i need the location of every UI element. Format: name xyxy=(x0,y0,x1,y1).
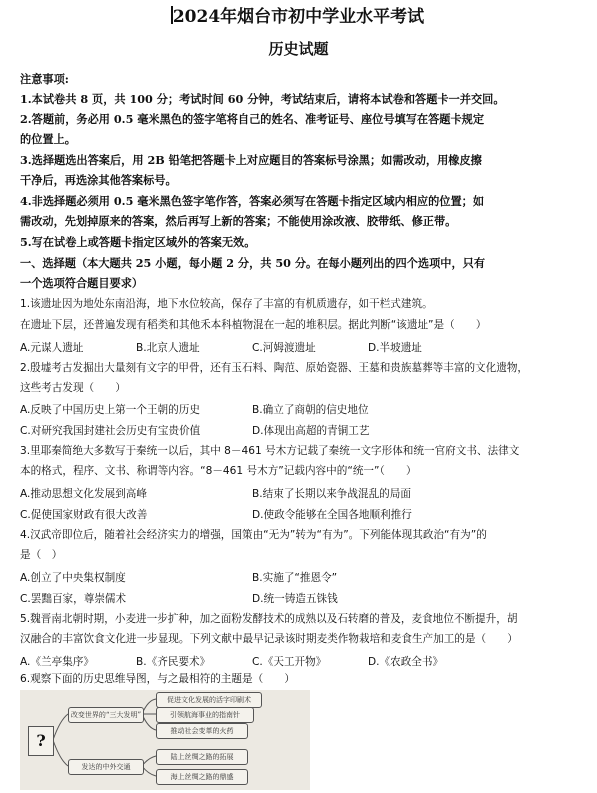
mind-map-leaf-2: 引领航海事业的指南针 xyxy=(156,707,254,723)
exam-subtitle: 历史试题 xyxy=(268,40,329,58)
q4-option-d: D.统一铸造五铢钱 xyxy=(252,593,338,605)
q2-stem-line-1: 2.殷墟考古发掘出大量刻有文字的甲骨，还有玉石料、陶范、原始瓷器、王墓和贵族墓葬等丰富的文化遗物， xyxy=(20,362,529,374)
q1-stem-line-1: 1.该遗址因为地处东南沿海，地下水位较高，保存了丰富的有机质遗存，如干栏式建筑。 xyxy=(20,298,433,310)
q5-option-b: B.《齐民要术》 xyxy=(136,656,211,668)
q3-option-a: A.推动思想文化发展到高峰 xyxy=(20,488,147,500)
note-4-line-2: 需改动，先划掉原来的答案，然后再写上新的答案；不能使用涂改液、胶带纸、修正带。 xyxy=(20,214,457,228)
q2-option-b: B.确立了商朝的信史地位 xyxy=(252,404,369,416)
q4-stem-line-1: 4.汉武帝即位后，随着社会经济实力的增强，国策由“无为”转为“有为”。下列能体现其政治“有为”的 xyxy=(20,529,487,541)
q2-option-d: D.体现出高超的青铜工艺 xyxy=(252,425,370,437)
note-3-line-1: 3.选择题选出答案后，用 2B 铅笔把答题卡上对应题目的答案标号涂黑；如需改动，用橡皮擦 xyxy=(20,153,482,167)
q2-option-c: C.对研究我国封建社会历史有宝贵价值 xyxy=(20,425,201,437)
note-3-line-2: 干净后，再选涂其他答案标号。 xyxy=(20,173,177,187)
q3-stem-line-1: 3.里耶秦简绝大多数写于秦统一以后，其中 8－461 号木方记载了秦统一文字形体和统一官府文书、法律文 xyxy=(20,445,520,457)
q2-option-a: A.反映了中国历史上第一个王朝的历史 xyxy=(20,404,200,416)
q3-option-d: D.使政令能够在全国各地顺利推行 xyxy=(252,509,412,521)
q2-stem-line-2: 这些考古发现（ ） xyxy=(20,382,126,394)
note-4-line-1: 4.非选择题必须用 0.5 毫米黑色签字笔作答，答案必须写在答题卡指定区域内相应的位置；如 xyxy=(20,194,485,208)
note-1: 1.本试卷共 8 页，共 100 分；考试时间 60 分钟，考试结束后，请将本试卷和答题卡一并交回。 xyxy=(20,92,505,106)
q5-stem-line-1: 5.魏晋南北朝时期，小麦进一步扩种，加之面粉发酵技术的成熟以及石转磨的普及，麦食地位不断提升，胡 xyxy=(20,613,518,625)
section-1-heading-line-1: 一、选择题（本大题共 25 小题，每小题 2 分，共 50 分。在每小题列出的四个选项中，只有 xyxy=(20,256,486,270)
section-1-heading-line-2: 一个选项符合题目要求） xyxy=(20,276,144,290)
q3-option-c: C.促使国家财政有很大改善 xyxy=(20,509,148,521)
q1-option-b: B.北京人遗址 xyxy=(136,342,200,354)
q4-stem-line-2: 是（ ） xyxy=(20,549,63,561)
q1-option-a: A.元谋人遗址 xyxy=(20,342,84,354)
q6-stem-line-1: 6.观察下面的历史思维导图，与之最相符的主题是（ ） xyxy=(20,673,295,685)
mind-map-center: ? xyxy=(28,726,54,756)
q3-option-b: B.结束了长期以来争战混乱的局面 xyxy=(252,488,411,500)
exam-title: 2024年烟台市初中学业水平考试 xyxy=(172,7,425,27)
note-2-line-1: 2.答题前，务必用 0.5 毫米黑色的签字笔将自己的姓名、准考证号、座位号填写在答题卡规定 xyxy=(20,112,485,126)
mind-map-image xyxy=(20,690,310,790)
mind-map-leaf-1: 促进文化发展的活字印刷术 xyxy=(156,692,262,708)
q3-stem-line-2: 本的格式，程序、文书、称谓等内容。“8－461 号木方”记载内容中的“统一”（ ） xyxy=(20,465,417,477)
q4-option-c: C.罢黜百家，尊崇儒术 xyxy=(20,593,127,605)
q5-option-d: D.《农政全书》 xyxy=(368,656,444,668)
q1-option-c: C.河姆渡遗址 xyxy=(252,342,316,354)
q5-option-c: C.《天工开物》 xyxy=(252,656,327,668)
q1-option-d: D.半坡遗址 xyxy=(368,342,422,354)
note-5: 5.写在试卷上或答题卡指定区域外的答案无效。 xyxy=(20,235,256,249)
q5-stem-line-2: 汉融合的丰富饮食文化进一步显现。下列文献中最早记录该时期麦类作物栽培和麦食生产加工的是（ ） xyxy=(20,633,518,645)
notes-heading: 注意事项: xyxy=(20,72,69,86)
q4-option-b: B.实施了“推恩令” xyxy=(252,572,338,584)
note-2-line-2: 的位置上。 xyxy=(20,132,76,146)
mind-map-branch-top: 改变世界的“三大发明” xyxy=(68,707,144,723)
q5-option-a: A.《兰亭集序》 xyxy=(20,656,94,668)
q1-stem-line-2: 在遗址下层，还普遍发现有稻类和其他禾本科植物混在一起的堆积层。据此判断“该遗址”是（ ） xyxy=(20,319,487,331)
mind-map-branch-bottom: 发达的中外交通 xyxy=(68,759,144,775)
mind-map-leaf-5: 海上丝绸之路的鼎盛 xyxy=(156,769,248,785)
mind-map-leaf-3: 推动社会变革的火药 xyxy=(156,723,248,739)
q4-option-a: A.创立了中央集权制度 xyxy=(20,572,126,584)
mind-map-leaf-4: 陆上丝绸之路的拓展 xyxy=(156,749,248,765)
